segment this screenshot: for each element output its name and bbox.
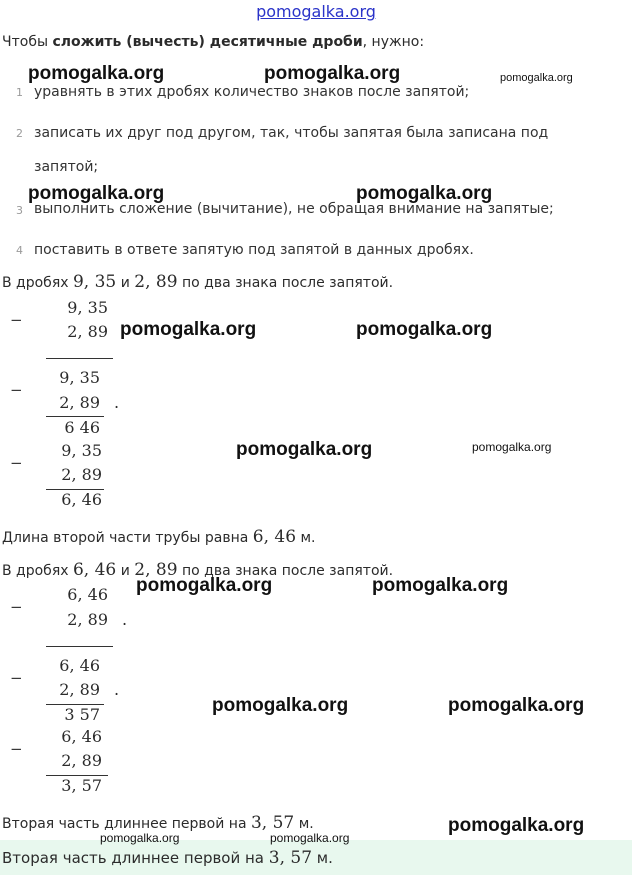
part1-conclusion-prefix: Длина второй части трубы равна [2, 530, 253, 546]
watermark: pomogalka.org [356, 183, 493, 204]
minus-sign: − [10, 311, 23, 329]
minus-sign: − [10, 454, 23, 472]
part2-conclusion-suffix: м. [294, 816, 314, 832]
watermark: pomogalka.org [236, 439, 373, 460]
p2s1-top: 6, 46 [67, 585, 108, 604]
part1-suffix: по два знака после запятой. [177, 275, 394, 291]
watermark: pomogalka.org [472, 440, 552, 454]
p2s1-bottom: 2, 89 [67, 610, 108, 629]
watermark: pomogalka.org [264, 63, 401, 84]
intro-after: , нужно: [362, 34, 425, 50]
part1-a: 9, 35 [72, 272, 117, 292]
site-title[interactable]: pomogalka.org [256, 2, 376, 21]
watermark: pomogalka.org [28, 183, 165, 204]
watermark: pomogalka.org [136, 575, 273, 596]
answer-value: 3, 57 [268, 848, 313, 868]
minus-sign: − [10, 598, 23, 616]
step-number-1: 1 [16, 86, 23, 99]
p1s2-bottom: 2, 89 [59, 393, 100, 412]
watermark: pomogalka.org [448, 695, 585, 716]
watermark: pomogalka.org [356, 319, 493, 340]
p2s2-result: 3 57 [64, 705, 100, 724]
minus-sign: − [10, 381, 23, 399]
p1s1-bottom: 2, 89 [67, 322, 108, 341]
watermark: pomogalka.org [372, 575, 509, 596]
part2-suffix: по два знака после запятой. [177, 563, 394, 579]
part1-conclusion-value: 6, 46 [252, 527, 297, 547]
minus-sign: − [10, 669, 23, 687]
part1-conclusion [2, 527, 316, 547]
watermark: pomogalka.org [212, 695, 349, 716]
p1s3-result: 6, 46 [61, 490, 102, 509]
p2s3-top: 6, 46 [61, 727, 102, 746]
part1-prefix: В дробях [2, 275, 73, 291]
step-number-4: 4 [16, 244, 23, 257]
part1-conclusion-suffix: м. [296, 530, 316, 546]
step-number-3: 3 [16, 204, 23, 217]
part2-conclusion-prefix: Вторая часть длиннее первой на [2, 816, 251, 832]
answer-suffix: м. [312, 849, 333, 867]
p1s2-top: 9, 35 [59, 368, 100, 387]
intro-bold: сложить (вычесть) десятичные дроби [52, 34, 363, 50]
intro-before: Чтобы [2, 34, 53, 50]
watermark: pomogalka.org [120, 319, 257, 340]
watermark: pomogalka.org [270, 831, 350, 845]
answer-prefix: Вторая часть длиннее первой на [2, 849, 269, 867]
step-text-2-line1: записать их друг под другом, так, чтобы запятая была записана под [34, 125, 549, 141]
part1-b: 2, 89 [134, 272, 178, 292]
p2s1-rule [46, 646, 113, 647]
p2s1-dot: . [122, 610, 128, 629]
p1s2-dot: . [114, 393, 120, 412]
part2-conclusion [2, 813, 314, 833]
part2-b: 2, 89 [134, 560, 178, 580]
part1-sentence [2, 272, 393, 292]
step-number-2: 2 [16, 127, 23, 140]
p2s2-bottom: 2, 89 [59, 680, 100, 699]
p1s3-bottom: 2, 89 [61, 465, 102, 484]
p1s2-result: 6 46 [64, 418, 100, 437]
p1s2-rule [46, 416, 104, 417]
part2-a: 6, 46 [72, 560, 117, 580]
watermark: pomogalka.org [500, 72, 573, 84]
minus-sign: − [10, 740, 23, 758]
step-text-1: уравнять в этих дробях количество знаков после запятой; [34, 84, 470, 100]
watermark: pomogalka.org [448, 815, 585, 836]
p1s1-top: 9, 35 [67, 298, 108, 317]
part2-conj: и [116, 563, 135, 579]
p1s1-rule [46, 358, 113, 359]
intro-text [2, 34, 424, 50]
part2-conclusion-value: 3, 57 [250, 813, 295, 833]
p2s3-result: 3, 57 [61, 776, 102, 795]
p2s2-dot: . [114, 680, 120, 699]
step-text-2-line2: запятой; [34, 159, 99, 175]
watermark: pomogalka.org [28, 63, 165, 84]
step-text-4: поставить в ответе запятую под запятой в данных дробях. [34, 242, 474, 258]
watermark: pomogalka.org [100, 831, 180, 845]
p1s3-top: 9, 35 [61, 441, 102, 460]
answer-text [2, 848, 333, 868]
part2-prefix: В дробях [2, 563, 73, 579]
part1-conj: и [116, 275, 135, 291]
answer-box [0, 840, 632, 875]
p2s2-top: 6, 46 [59, 656, 100, 675]
p2s3-bottom: 2, 89 [61, 751, 102, 770]
step-text-3: выполнить сложение (вычитание), не обращая внимание на запятые; [34, 201, 554, 217]
